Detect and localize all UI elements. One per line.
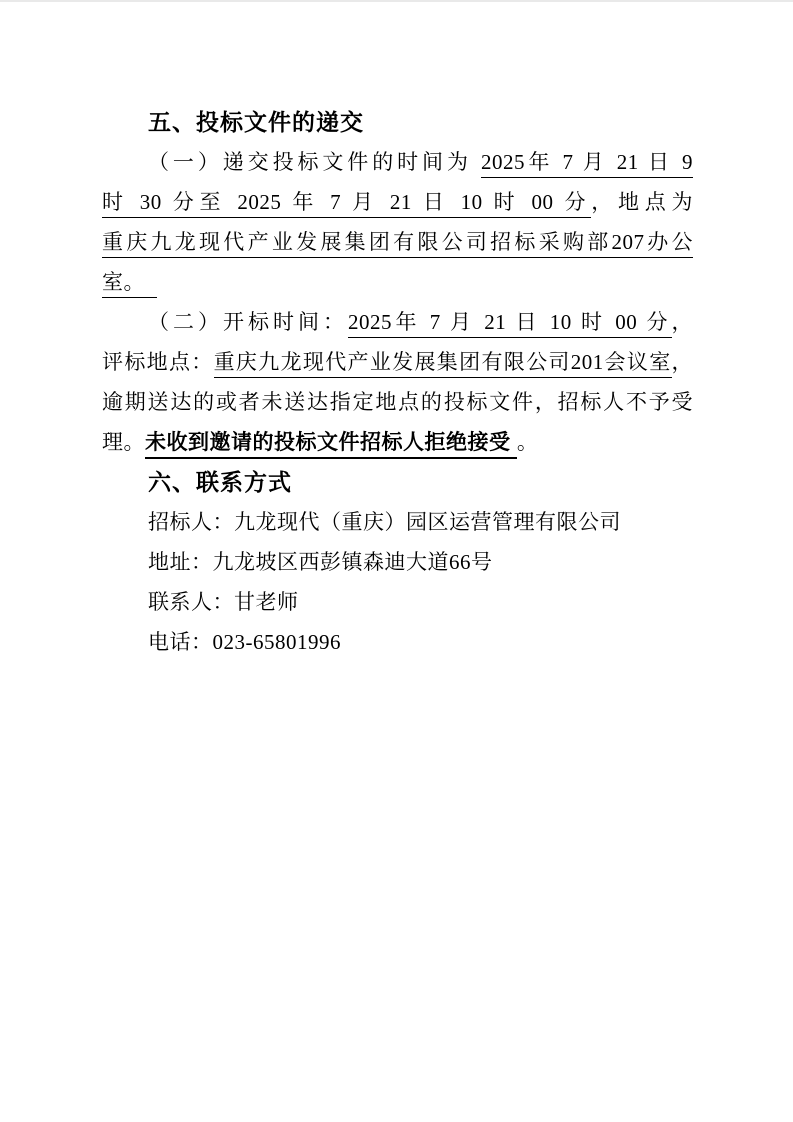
contact-person-text: 联系人：甘老师 [148,590,299,614]
para1-line4-underlined-blank: 室。 [102,270,157,298]
contact-line-address [102,542,693,582]
para2-line4-period: 。 [516,430,539,454]
section5-heading-text: 五、投标文件的递交 [148,109,364,135]
para2-line2-label: 评标地点： [102,350,214,374]
contact-tenderer-text: 招标人：九龙现代（重庆）园区运营管理有限公司 [148,510,621,534]
para2-line1-underlined-blank: 2025年 7 月 21 日 10 时 00 分 [348,310,672,338]
contact-line-person [102,582,693,622]
para1-line1-underlined-blank: 2025年 7 月 21 日 9 [481,150,693,178]
para2-line1-label: （二）开标时间： [148,310,348,334]
section5-heading [102,102,693,142]
para2-line4-text: 理。 [102,430,145,454]
contact-address-text: 地址：九龙坡区西彭镇森迪大道66号 [148,550,493,574]
para2-line2-comma: ， [671,350,694,374]
para2-line4 [102,422,693,462]
para1-line2-underlined-blank: 时 30 分至 2025 年 7 月 21 日 10 时 00 分 [102,190,591,218]
para2-line3 [102,382,693,422]
document-page [102,102,693,662]
para2-line2 [102,342,693,382]
para1-line1-text: （一）递交投标文件的时间为 [148,150,482,174]
para1-line2 [102,182,693,222]
page-top-edge [0,0,793,2]
section6-heading [102,462,693,502]
para1-line3-underlined-blank: 重庆九龙现代产业发展集团有限公司招标采购部207办公 [102,230,693,258]
para2-line1-comma: ， [671,310,693,334]
para1-line4 [102,262,693,302]
para1-line2-text: ，地点为 [591,190,694,214]
contact-line-phone [102,622,693,662]
contact-phone-text: 电话：023-65801996 [148,630,341,654]
para2-line1 [102,302,693,342]
section6-heading-text: 六、联系方式 [148,469,292,495]
para1-line3 [102,222,693,262]
para2-line4-bold-underlined-text: 未收到邀请的投标文件招标人拒绝接受 [145,431,517,459]
para2-line3-text: 逾期送达的或者未送达指定地点的投标文件，招标人不予受 [102,390,693,414]
para2-line2-underlined-blank: 重庆九龙现代产业发展集团有限公司201会议室 [214,350,672,378]
para1-line1 [102,142,693,182]
contact-line-tenderer [102,502,693,542]
